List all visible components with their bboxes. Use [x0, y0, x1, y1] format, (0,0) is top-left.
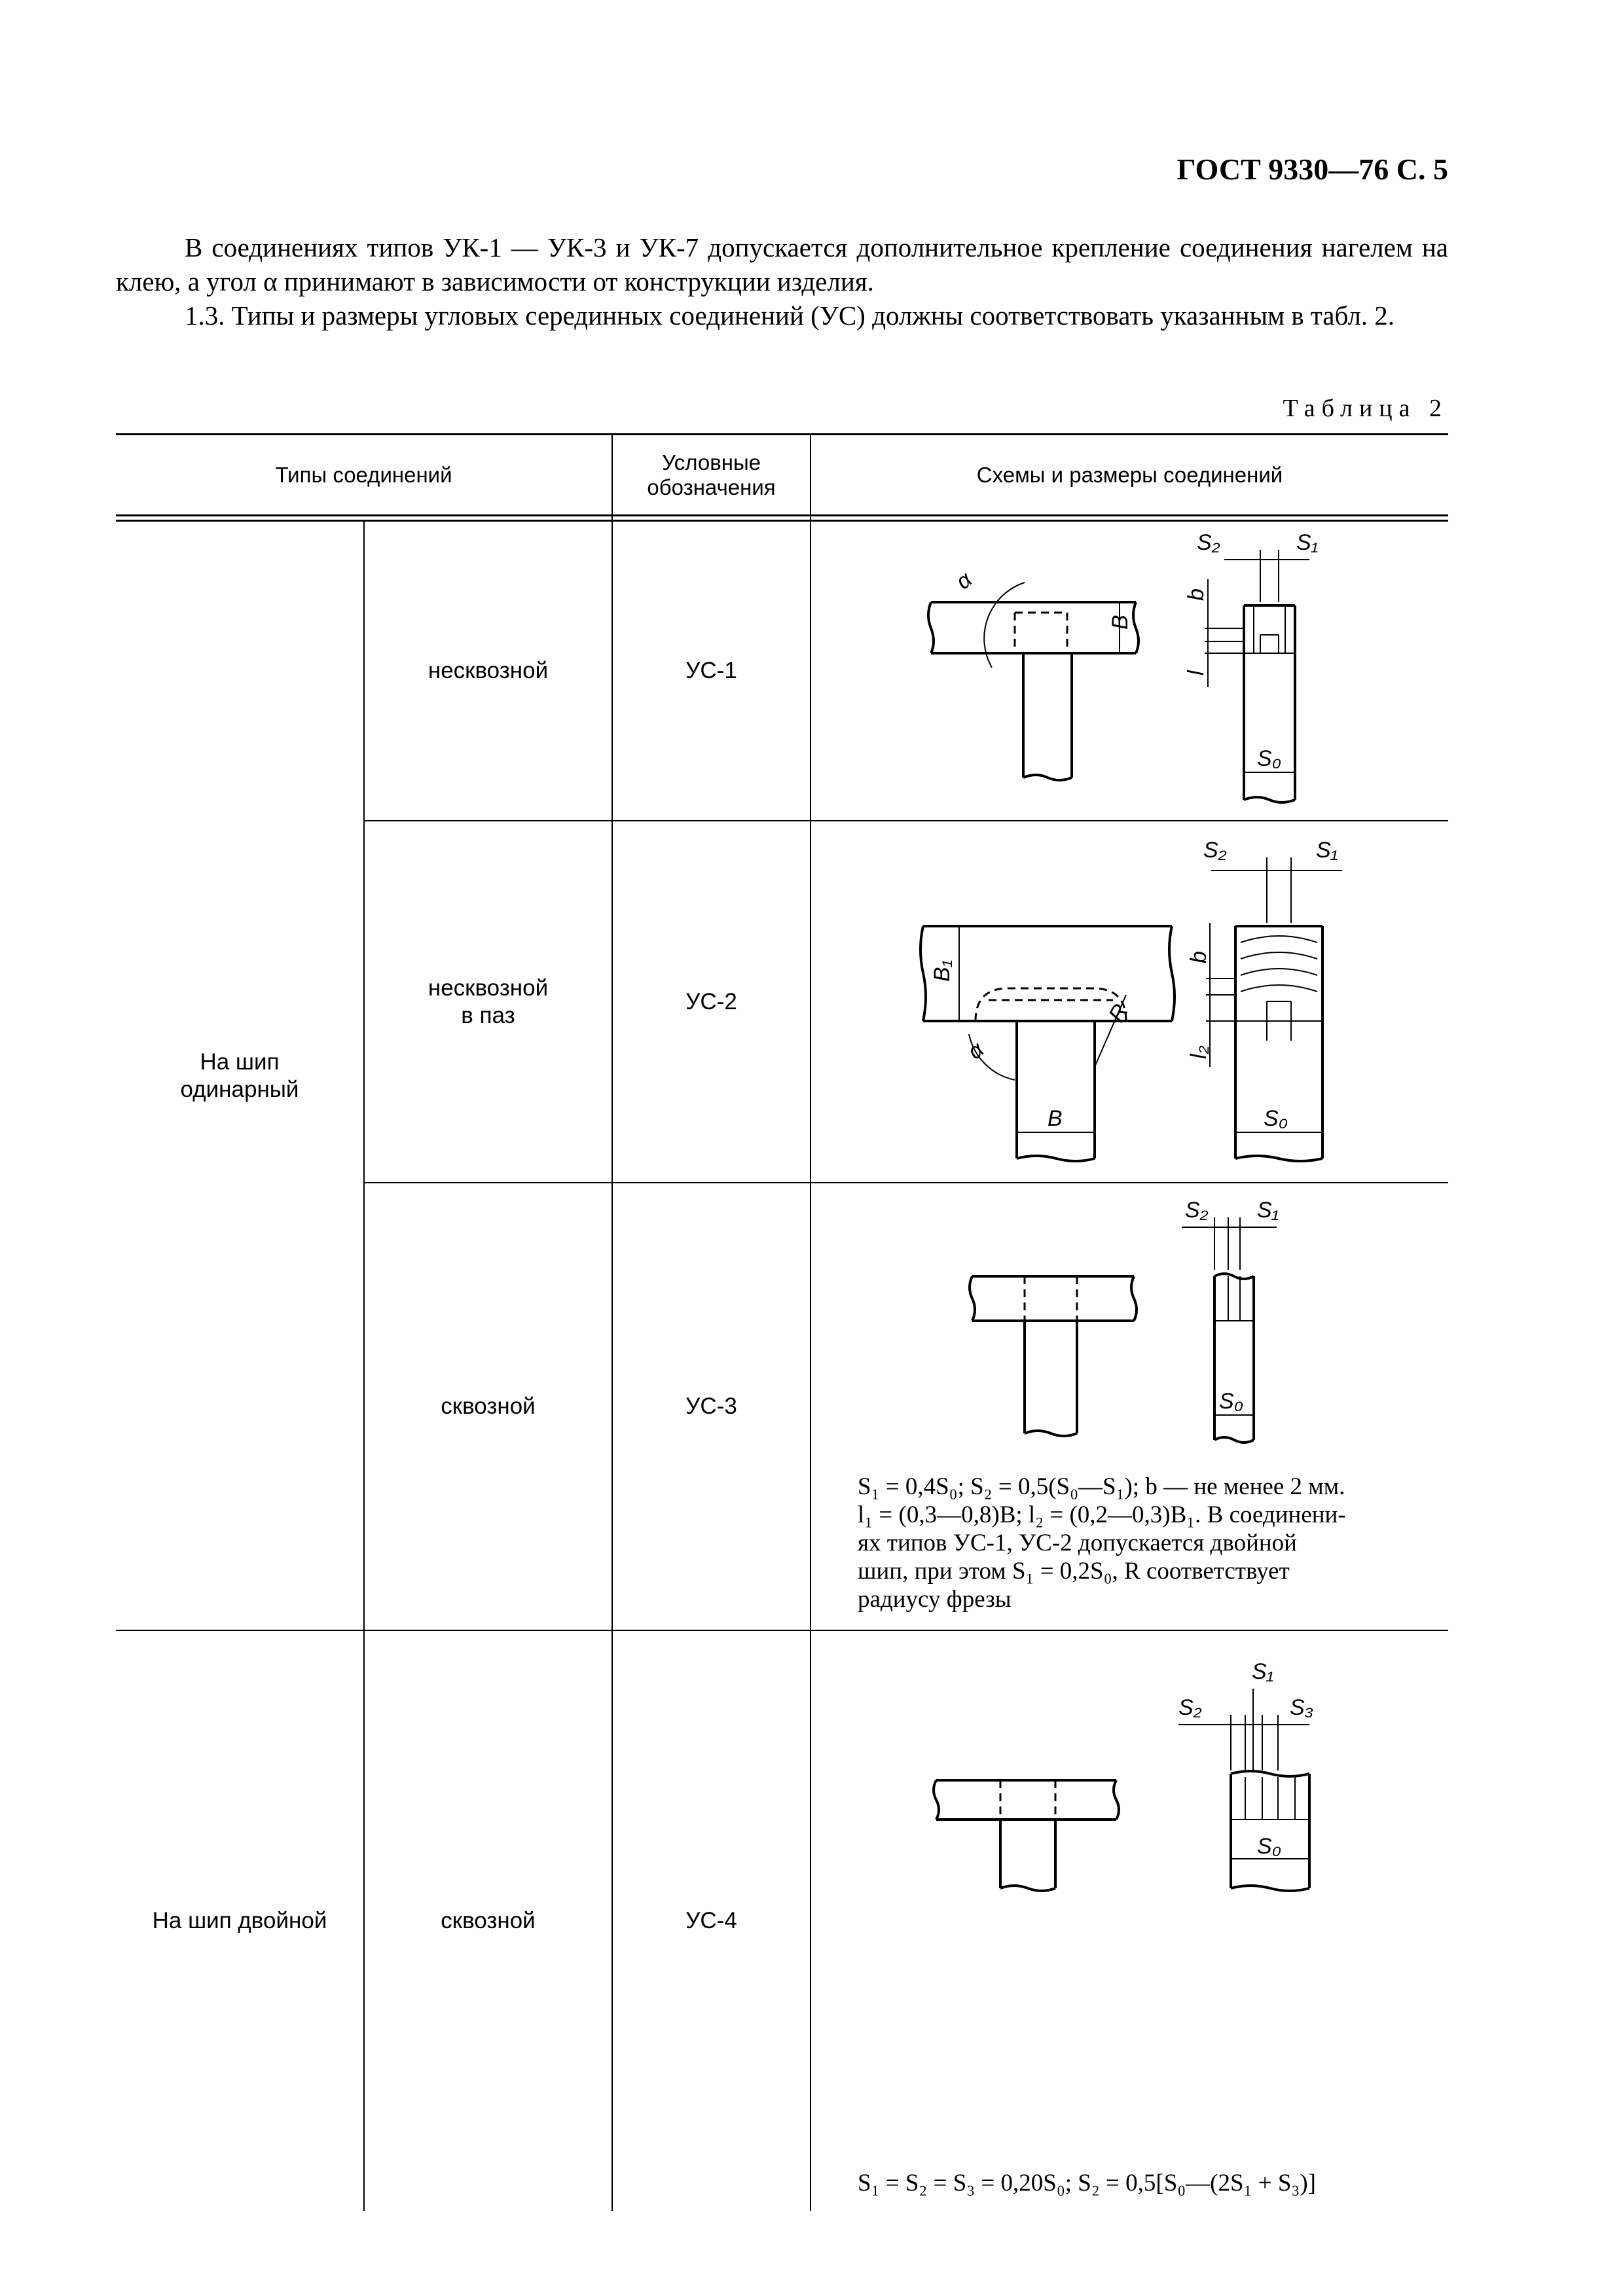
intro-paragraph-1: В соединениях типов УК-1 — УК-3 и УК-7 допускается дополнительное крепление соединения нагелем на клею, а угол α принимают в зависимости от конструкции изделия. [116, 232, 1448, 296]
diagram-us1 [917, 530, 1336, 818]
subtype-us4: сквозной [441, 1908, 536, 1933]
code-us1: УС-1 [685, 658, 737, 683]
label-l2: l₂ [1186, 1045, 1211, 1059]
header-designation: Условные обозначения [647, 450, 776, 499]
code-us3: УС-3 [685, 1393, 737, 1419]
code-us4: УС-4 [685, 1908, 737, 1933]
subtype-us3: сквозной [441, 1393, 536, 1419]
intro-paragraph-2: 1.3. Типы и размеры угловых серединных соединений (УС) должны соответствовать указанным в табл. 2. [185, 300, 1395, 331]
header-schemes: Схемы и размеры соединений [976, 462, 1283, 487]
label-S2: S₂ [1185, 1198, 1209, 1223]
table-caption: Таблица 2 [1283, 395, 1448, 422]
label-S2: S₂ [1197, 530, 1220, 555]
label-S1: S₁ [1252, 1659, 1274, 1684]
label-R: R [1104, 999, 1134, 1026]
label-S0: S₀ [1257, 1834, 1282, 1859]
label-S0: S₀ [1219, 1389, 1244, 1414]
label-alpha: α [962, 1037, 989, 1065]
label-l: l [1184, 670, 1209, 675]
note-us1-us3: S₁ = 0,4S₀; S₂ = 0,5(S₀—S₁); b — не менее 2 мм. l₁ = (0,3—0,8)B; l₂ = (0,2—0,3)B₁. В соединени- ях типов УС-1, УС-2 допускается двойной шип, при этом S₁ = 0,2S₀, R соответствует радиусу фрезы [858, 1473, 1346, 1613]
label-B: B [1048, 1106, 1063, 1131]
diagram-us3 [962, 1198, 1309, 1460]
group-double-tenon: На шип двойной [152, 1908, 327, 1933]
label-alpha: α [951, 567, 977, 595]
label-S2: S₂ [1178, 1695, 1202, 1720]
label-B1: B₁ [930, 960, 955, 982]
label-b: b [1186, 951, 1211, 963]
label-S0: S₀ [1264, 1106, 1288, 1131]
label-S1: S₁ [1316, 838, 1338, 863]
label-S1: S₁ [1296, 530, 1319, 555]
label-S1: S₁ [1257, 1198, 1279, 1223]
intro-text [116, 230, 1448, 332]
subtype-us1: несквозной [428, 658, 549, 683]
page-header: ГОСТ 9330—76 С. 5 [1176, 152, 1448, 186]
label-B: B [1108, 615, 1133, 630]
header-types: Типы соединений [275, 462, 452, 487]
label-S3: S₃ [1290, 1695, 1314, 1720]
diagram-us2 [910, 831, 1355, 1172]
col-divider-2 [810, 433, 811, 2211]
note-us4: S₁ = S₂ = S₃ = 0,20S₀; S₂ = 0,5[S₀—(2S₁ + S₃)] [858, 2170, 1316, 2197]
subtype-us2: несквозной в паз [428, 975, 549, 1028]
group-single-tenon: На шип одинарный [180, 1049, 299, 1102]
label-S0: S₀ [1257, 746, 1282, 771]
code-us2: УС-2 [685, 988, 737, 1014]
diagram-us4 [917, 1643, 1336, 1905]
label-S2: S₂ [1203, 838, 1227, 863]
label-b: b [1184, 588, 1209, 601]
table-header-border-1 [116, 514, 1448, 516]
